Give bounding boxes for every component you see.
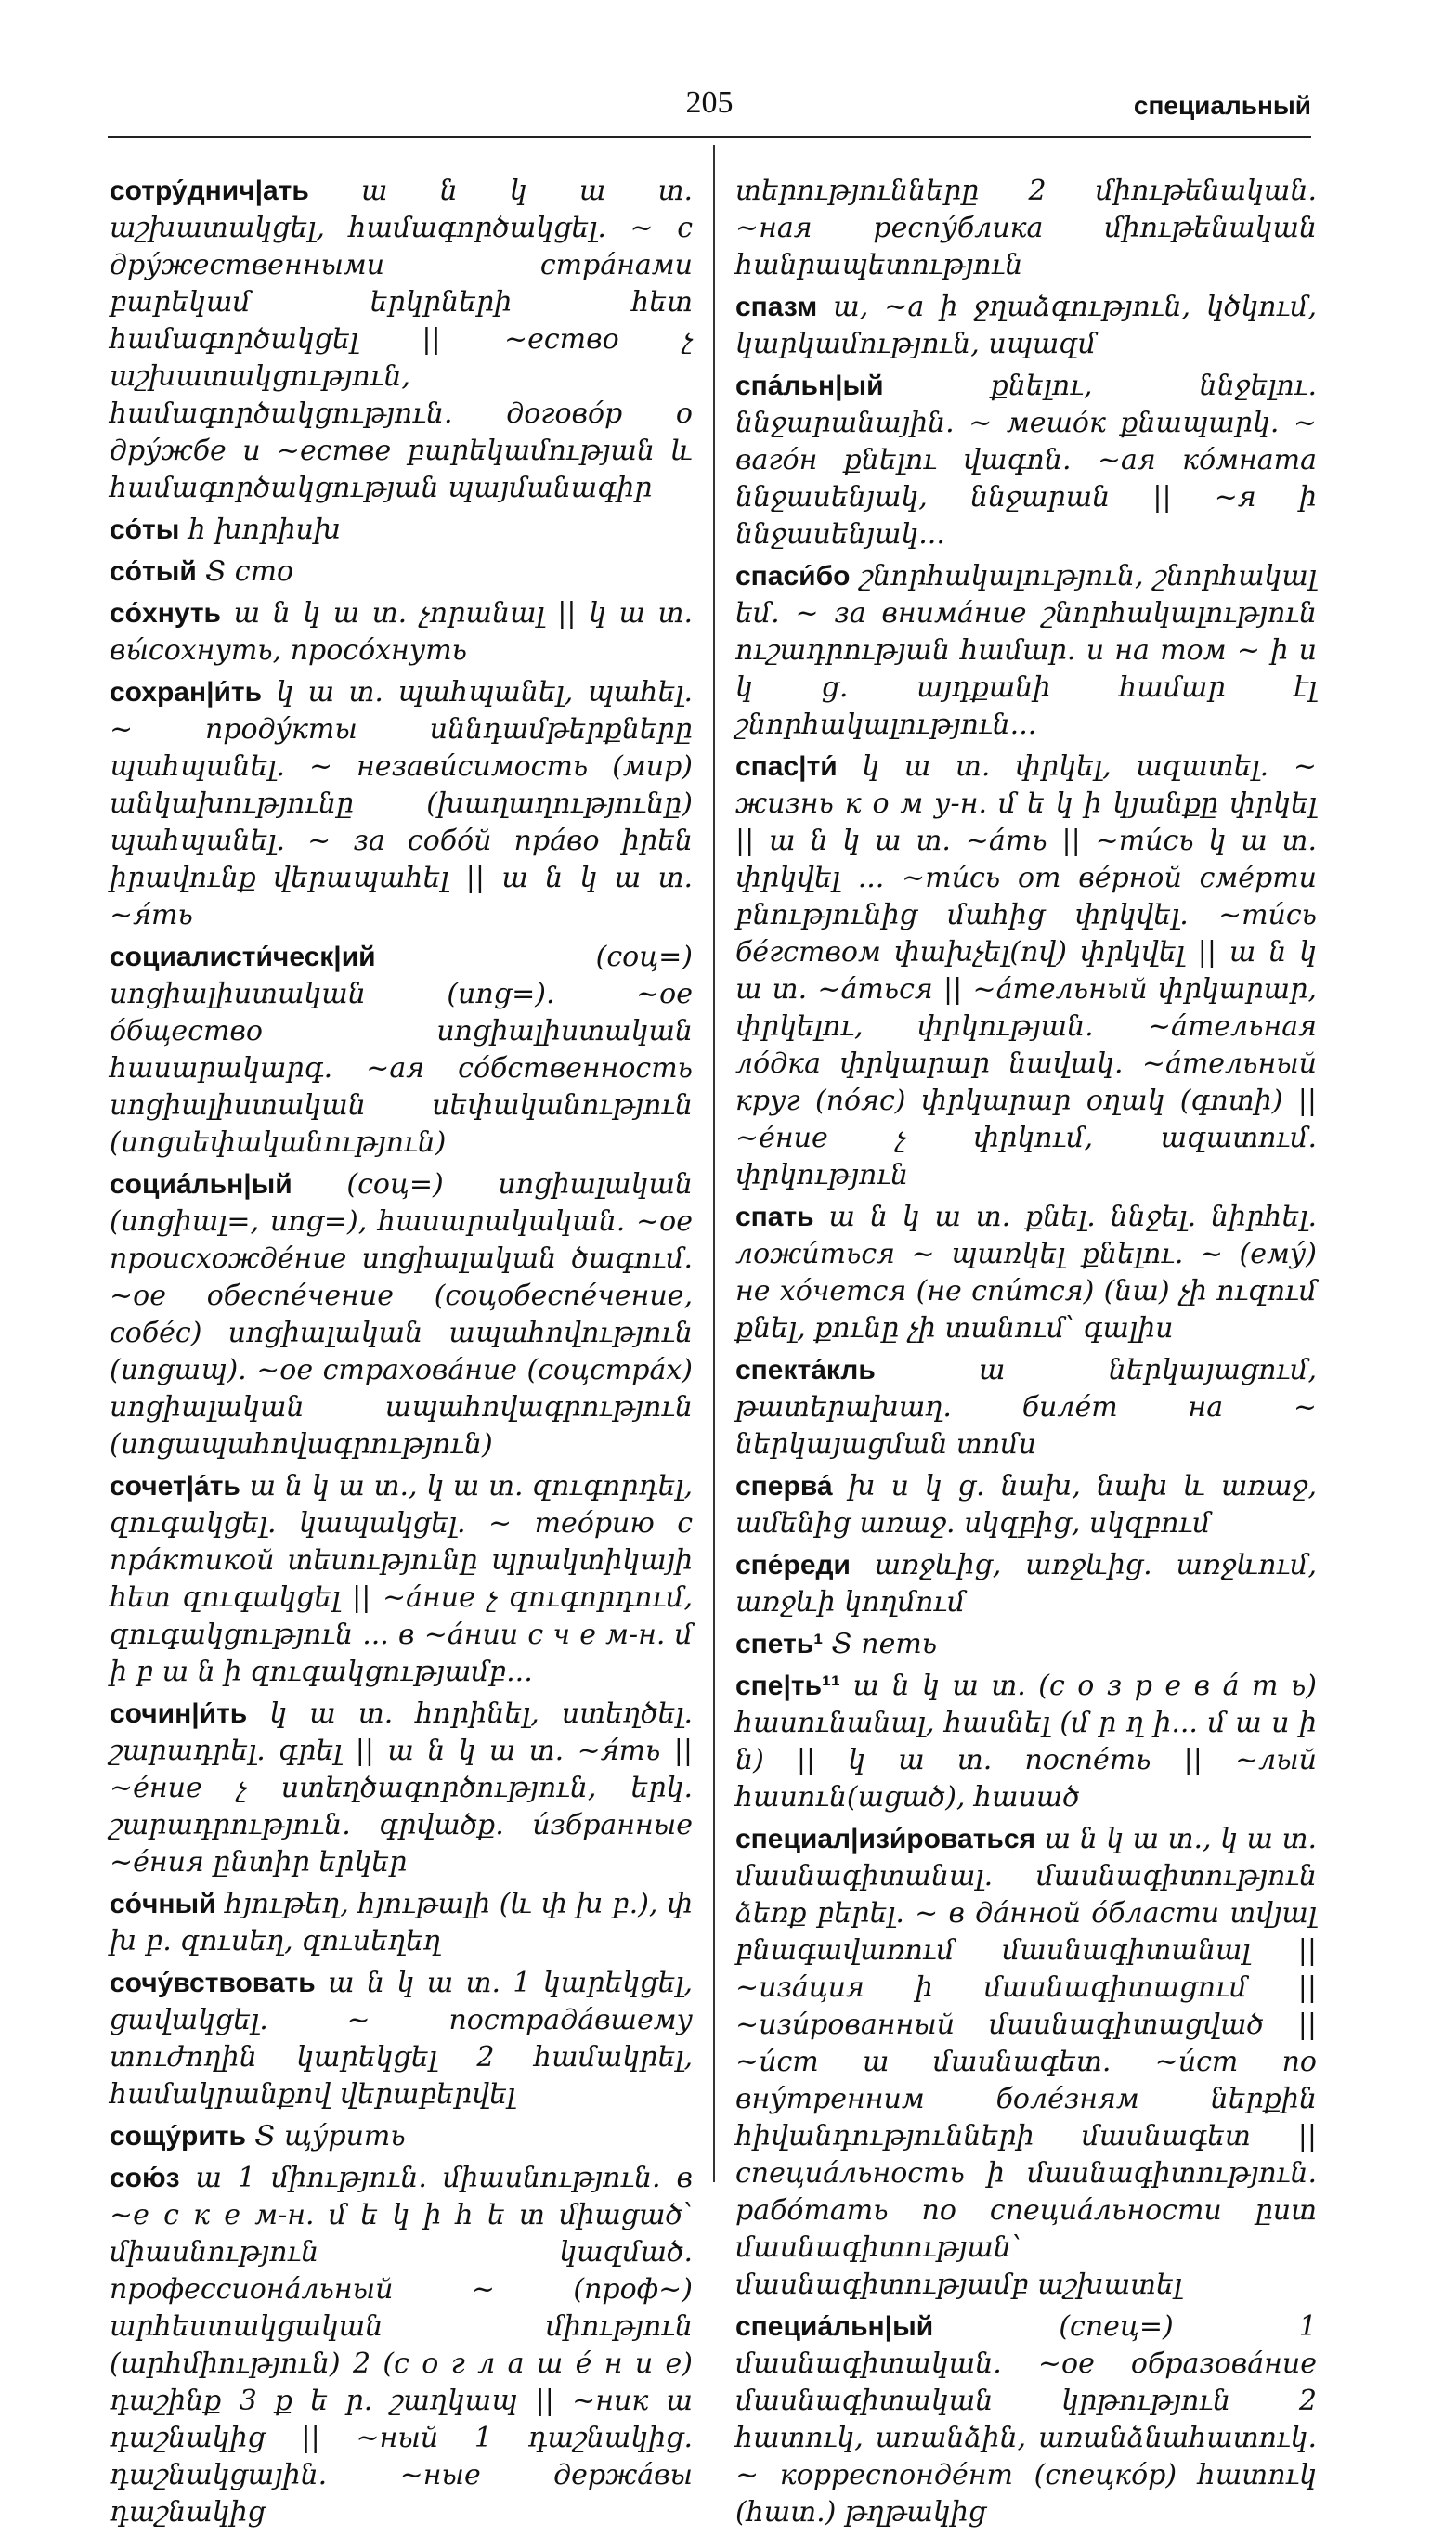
entry-headword: сощу́рить [110, 2121, 246, 2152]
entry-definition: տերությունները 2 միութենական. ~ная респу́блика միութենական հանրապետություն [735, 175, 1317, 281]
dictionary-entry [110, 674, 693, 934]
entry-headword: спать [735, 1202, 814, 1232]
entry-definition: ա ն կ ա տ. աշխատակցել, համագործակցել. ~ с дру́жественными стра́нами բարեկամ երկրների հետ համագործակցել || ~ество չ աշխատակցություն, համագործակցություն. догово́р о дру́жбе и ~естве բարեկամության և համագործակցության պայմանագիր [110, 175, 693, 504]
entry-definition: առջևից, առջևից. առջևում, առջևի կողմում [735, 1549, 1317, 1619]
dictionary-entry [110, 1965, 693, 2113]
entry-headword: специа́льн|ый [735, 2311, 934, 2342]
entry-definition: (спец=) 1 մասնագիտական. ~ое образова́ние մասնագիտական կրթություն 2 հատուկ, առանձին, առանձնահատուկ. ~ корреспонде́нт (спецко́р) հատուկ (հատ.) թղթակից [735, 2310, 1317, 2529]
entry-headword: спазм [735, 292, 818, 322]
dictionary-entry [110, 1468, 693, 1691]
entry-definition: քնելու, ննջելու. ննջարանային. ~ мешо́к քնապարկ. ~ ваго́н քնելու վագոն. ~ая ко́мната ննջասենյակ, ննջարան || ~я ի ննջասենյակ... [735, 370, 1317, 551]
entry-headword: спекта́кль [735, 1355, 876, 1385]
dictionary-entry [110, 1886, 693, 1960]
entry-definition: (соц=) սոցիալական (սոցիալ=, սոց=), հասարակական. ~ое происхожде́ние սոցիալական ծագում. ~ое обеспе́чение (соцобеспе́чение, собе́с) սոցիալական ապահովություն (սոցապ). ~ое страхова́ние (соцстра́х) սոցիալական ապահովագրություն (սոցապահովագրություն) [110, 1168, 693, 1461]
dictionary-entry [735, 1821, 1317, 2304]
entry-definition: ա ներկայացում, թատերախաղ. биле́т на ~ ներկայացման տոմս [735, 1354, 1317, 1461]
entry-definition: կ ա տ. փրկել, ազատել. ~ жизнь к о м у-н. մ ե կ ի կյանքը փրկել || ա ն կ ա տ. ~а́ть || ~ти́сь կ ա տ. փրկվել ... ~ти́сь от ве́рной сме́рти բնությունից մահից փրկվել. ~ти́сь бе́гством փախչել(ով) փրկվել || ա ն կ ա տ. ~а́ться || ~а́тельный փրկարար, փրկելու, փրկության. ~а́тельная ло́дка փրկարար նավակ. ~а́тельный круг (по́яс) փրկարար օղակ (գոտի) || ~е́ние չ փրկում, ազատում. փրկություն [735, 750, 1317, 1191]
left-column [110, 173, 693, 2536]
entry-headword: спас|ти́ [735, 751, 838, 782]
dictionary-entry [110, 939, 693, 1162]
entry-definition: ա ն կ ա տ. 1 կարեկցել, ցավակցել. ~ пострада́вшему տուժողին կարեկցել 2 համակրել, համակրանքով վերաբերվել [110, 1967, 693, 2111]
dictionary-entry [110, 595, 693, 670]
entry-definition: խ ս կ ց. նախ, նախ և առաջ, ամենից առաջ. սկզբից, սկզբում [735, 1470, 1317, 1540]
entry-headword: специал|изи́роваться [735, 1824, 1036, 1854]
dictionary-entry [735, 289, 1317, 363]
dictionary-entry [735, 1626, 1317, 1663]
dictionary-entry [735, 173, 1317, 284]
dictionary-entry [110, 2160, 693, 2531]
entry-definition: (соц=) սոցիալիստական (սոց=). ~ое о́бщество սոցիալիստական հասարակարգ. ~ая со́бственность սոցիալիստական սեփականություն (սոցսեփականություն) [110, 941, 693, 1159]
entry-definition: ա 1 միություն. միասնություն. в ~е с к е м-н. մ ե կ ի հ ե տ միացած՝ միասնություն կազմած. профессиона́льный ~ (проф~) արհեստակցական միություն (արհմիություն) 2 (с о г л а ш е́ н и е) դաշինք 3 ք ե ր. շաղկապ || ~ник ա դաշնակից || ~ный 1 դաշնակից. դաշնակցային. ~ные держа́вы դաշնակից [110, 2162, 694, 2529]
entry-definition: ա ն կ ա տ., կ ա տ. զուգորդել, զուգակցել. կապակցել. ~ тео́рию с пра́ктикой տեսությունը պրակտիկայի հետ զուգակցել || ~а́ние չ զուգորդում, զուգակցություն ... в ~а́нии с ч е м-н. մ ի բ ա ն ի զուգակցությամբ... [110, 1470, 693, 1688]
entry-headword: сою́з [110, 2163, 180, 2193]
header-rule [108, 136, 1311, 138]
entry-definition: Տ петь [831, 1628, 938, 1660]
entry-definition: ա ն կ ա տ. քնել. ննջել. նիրհել. ложи́ться ~ պառկել քնելու. ~ (ему́) не хо́чется (не спи́тся) (նա) չի ուզում քնել, քունը չի տանում՝ գալիս [735, 1201, 1317, 1345]
dictionary-entry [735, 1468, 1317, 1542]
running-head: специальный [1133, 91, 1311, 120]
entry-headword: со́тый [110, 556, 197, 587]
dictionary-entry [735, 558, 1317, 744]
entry-definition: ա, ~а ի ջղաձգություն, կծկում, կարկամություն, սպազմ [735, 291, 1318, 360]
entry-headword: сохран|и́ть [110, 677, 263, 708]
entry-headword: сперва́ [735, 1471, 833, 1502]
entry-headword: сотру́днич|ать [110, 176, 309, 206]
entry-headword: социа́льн|ый [110, 1169, 292, 1200]
entry-headword: сочин|и́ть [110, 1698, 248, 1729]
dictionary-entry [735, 1668, 1317, 1816]
entry-definition: ա ն կ ա տ. (с о з р е в а́ т ь) հասունանալ, հասնել (մ ր ղ ի... մ ա ս ի ն) || կ ա տ. поспе́ть || ~лый հասուն(ացած), հասած [735, 1670, 1318, 1814]
entry-headword: спеть¹ [735, 1629, 824, 1659]
entry-headword: сочу́вствовать [110, 1968, 316, 1998]
dictionary-entry [735, 1547, 1317, 1621]
dictionary-entry [110, 512, 693, 549]
dictionary-entry [110, 173, 693, 507]
dictionary-entry [735, 1199, 1317, 1347]
entry-definition: ա ն կ ա տ. չորանալ || կ ա տ. вы́сохнуть, просо́хнуть [110, 597, 693, 667]
entry-headword: социалисти́ческ|ий [110, 942, 376, 972]
entry-definition: Տ щу́рить [254, 2120, 406, 2152]
entry-headword: со́чный [110, 1889, 216, 1919]
column-divider [713, 145, 715, 2182]
page-number: 205 [685, 85, 734, 120]
entry-headword: спаси́бо [735, 561, 851, 592]
entry-headword: со́ты [110, 514, 180, 545]
dictionary-entry [735, 368, 1317, 553]
dictionary-entry [110, 1696, 693, 1881]
entry-headword: со́хнуть [110, 598, 221, 629]
dictionary-entry [735, 2308, 1317, 2531]
dictionary-entry [735, 748, 1317, 1194]
dictionary-entry [110, 2118, 693, 2155]
entry-definition: կ ա տ. հորինել, ստեղծել. շարադրել. գրել || ա ն կ ա տ. ~я́ть || ~е́ние չ ստեղծագործություն, երկ. շարադրություն. գրվածք. и́збранные ~е́ния ընտիր երկեր [110, 1697, 693, 1879]
entry-headword: спа́льн|ый [735, 371, 884, 401]
entry-definition: հյութեղ, հյութալի (և փ խ բ.), փ խ բ. զուսեղ, զուսեղեղ [110, 1888, 694, 1957]
page-header [108, 85, 1311, 132]
dictionary-entry [110, 1166, 693, 1463]
entry-definition: կ ա տ. պահպանել, պահել. ~ проду́кты սննդամթերքները պահպանել. ~ незави́симость (мир) անկախությունը (խաղաղությունը) պահպանել. ~ за собо́й пра́во իրեն իրավունք վերապահել || ա ն կ ա տ. ~я́ть [110, 676, 693, 931]
dictionary-entry [735, 1352, 1317, 1463]
right-column [735, 173, 1317, 2536]
entry-definition: Տ сто [205, 555, 294, 588]
entry-headword: сочет|а́ть [110, 1471, 240, 1502]
entry-headword: спе|ть¹¹ [735, 1671, 840, 1701]
entry-definition: ա ն կ ա տ., կ ա տ. մասնագիտանալ. մասնագիտություն ձեռք բերել. ~ в да́нной о́бласти տվյալ բնագավառում մասնագիտանալ || ~иза́ция ի մասնագիտացում || ~изи́рованный մասնագիտացված || ~и́ст ա մասնագետ. ~и́ст по вну́тренним боле́зням ներքին հիվանդությունների մասնագետ || специа́льность ի մասնագիտություն. рабо́тать по специа́льности ըստ մասնագիտության՝ մասնագիտությամբ աշխատել [735, 1823, 1317, 2301]
entry-definition: հ խորիսխ [188, 514, 341, 546]
entry-definition: շնորհակալություն, շնորհակալ եմ. ~ за внима́ние շնորհակալություն ուշադրության համար. и на том ~ ի ս կ ց. այդքանի համար էլ շնորհակալություն... [735, 560, 1317, 741]
dictionary-entry [110, 553, 693, 591]
entry-headword: спе́реди [735, 1550, 851, 1580]
